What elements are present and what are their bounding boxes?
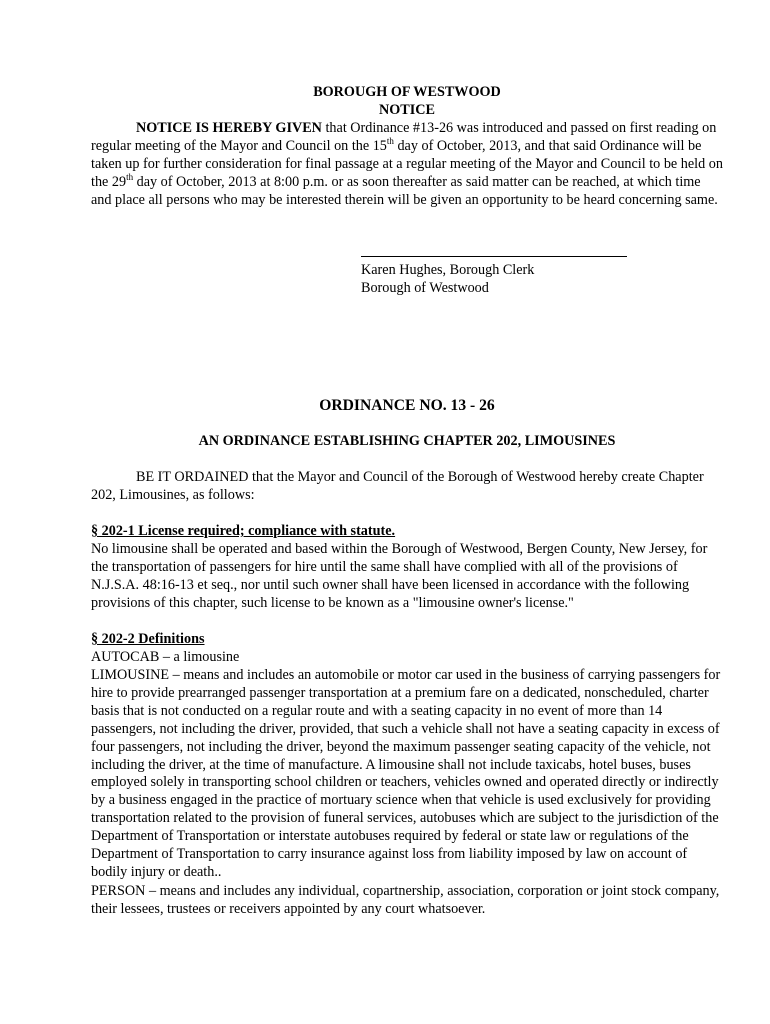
definition-person: PERSON – means and includes any individual, copartnership, association, corporation or joint stock company, their lessees, trustees or receivers appointed by any court whatsoever. <box>91 883 720 917</box>
signature-name: Karen Hughes, Borough Clerk <box>361 262 535 278</box>
notice-sup-1: th <box>386 135 394 146</box>
notice-text-1: that Ordinance #13-26 was introduced and passed on first reading on regular meeting of the Mayor and Council on the 15 <box>91 120 717 154</box>
ordinance-number: ORDINANCE NO. 13 - 26 <box>319 397 495 414</box>
borough-heading: BOROUGH OF WESTWOOD <box>313 84 501 100</box>
section1-heading: § 202-1 License required; compliance with statute. <box>91 523 396 539</box>
notice-heading: NOTICE <box>379 102 435 118</box>
notice-sup-2: th <box>126 171 134 182</box>
section2-heading: § 202-2 Definitions <box>91 631 205 647</box>
signature-line <box>361 256 627 257</box>
notice-text-3: day of October, 2013 at 8:00 p.m. or as soon thereafter as said matter can be reached, at which time and place all persons who may be interested therein will be given an opportunity to be heard concerning same. <box>91 173 718 208</box>
signature-org: Borough of Westwood <box>361 280 489 296</box>
definition-limousine: LIMOUSINE – means and includes an automobile or motor car used in the business of carrying passengers for hire to provide prearranged passenger transportation at a premium fare on a dedicated, nonscheduled, charter basis that is not conducted on a regular route and with a seating capacity in no event of more than 14 passengers, not including the driver, provided, that such a vehicle shall not have a seating capacity in excess of four passengers, not including the driver, beyond the maximum passenger seating capacity of the vehicle, not including the driver, at the time of manufacture. A limousine shall not include taxicabs, hotel buses, buses employed solely in transporting school children or teachers, vehicles owned and operated directly or indirectly by a business engaged in the practice of mortuary science when that vehicle is used exclusively for providing transportation related to the provision of funeral services, autobuses which are subject to the jurisdiction of the Department of Transportation or interstate autobuses required by federal or state law or regulations of the Department of Transportation to carry insurance against loss from liability imposed by law on account of bodily injury or death.. <box>91 667 721 880</box>
ordinance-title: AN ORDINANCE ESTABLISHING CHAPTER 202, LIMOUSINES <box>198 433 616 449</box>
notice-paragraph <box>91 120 723 210</box>
section1-body: No limousine shall be operated and based within the Borough of Westwood, Bergen County, New Jersey, for the transportation of passengers for hire until the same shall have complied with all of the provisions of N.J.S.A. 48:16-13 et seq., nor until such owner shall have been licensed in accordance with the following provisions of this chapter, such license to be known as a "limousine owner's license." <box>91 541 708 611</box>
notice-lead: NOTICE IS HEREBY GIVEN <box>136 120 322 136</box>
notice-text-2: day of October, 2013, and that said Ordinance will be taken up for further consideration for final passage at a regular meeting of the Mayor and Council to be held on the 29 <box>91 137 723 190</box>
ordinance-intro: BE IT ORDAINED that the Mayor and Council of the Borough of Westwood hereby create Chapter 202, Limousines, as follows: <box>91 469 704 503</box>
definition-autocab: AUTOCAB – a limousine <box>91 649 240 665</box>
